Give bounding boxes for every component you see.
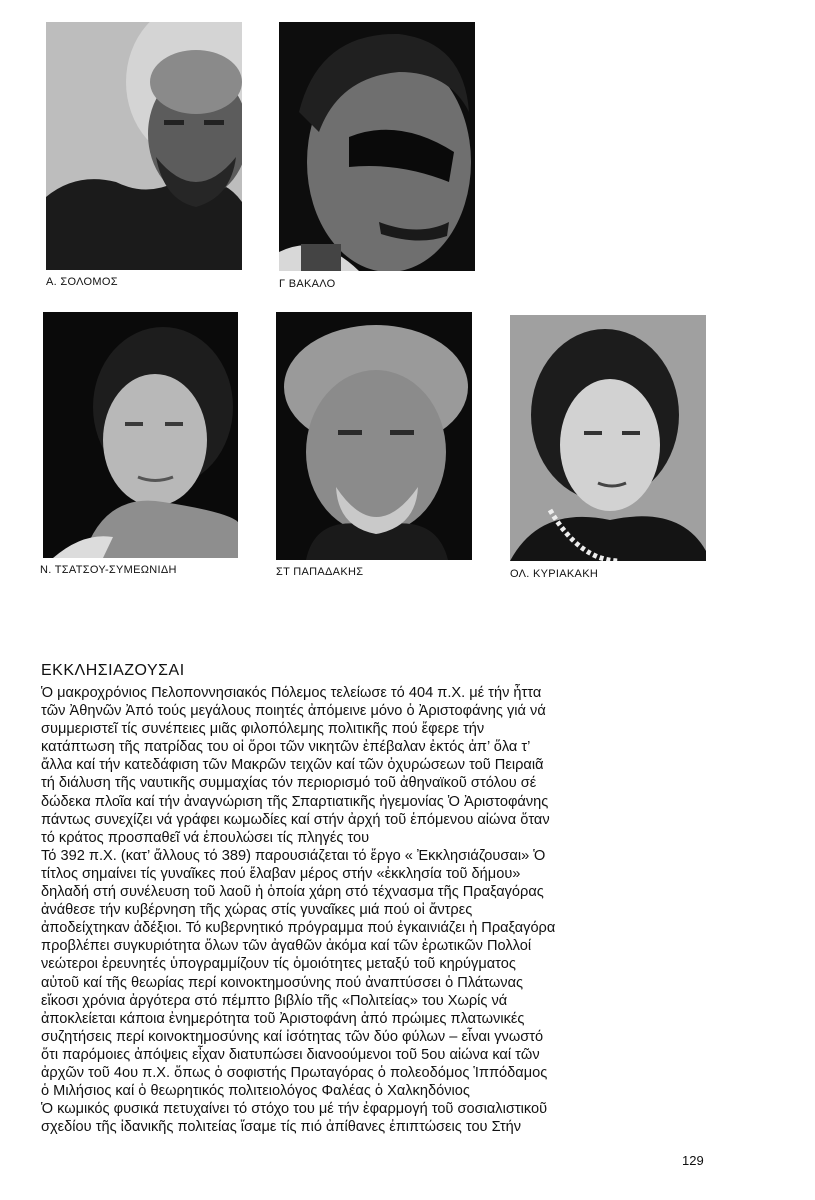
article-heading: ΕΚΚΛΗΣΙΑΖΟΥΣΑΙ (41, 662, 185, 679)
text-line: τό κράτος προσπαθεῖ νά ἐπουλώσει τίς πληγές του (41, 829, 370, 846)
text-line: σχεδίου τῆς ἰδανικῆς πολιτείας ἴσαμε τίς πιό ἀπίθανες ἐπιπτώσεις του Στήν (41, 1119, 522, 1136)
portrait-photo-vakalo (279, 22, 475, 271)
page-number: 129 (682, 1153, 704, 1168)
photo-caption-papadakis: ΣΤ ΠΑΠΑΔΑΚΗΣ (276, 566, 364, 578)
text-line: δηλαδή στή συνέλευση τοῦ λαοῦ ἡ ὁποία χάρη στό τέχνασμα τῆς Πραξαγόρας (41, 884, 544, 901)
photo-caption-vakalo: Γ ΒΑΚΑΛΟ (279, 278, 336, 290)
text-line: τή διάλυση τῆς ναυτικῆς συμμαχίας τόν περιορισμό τοῦ ἀθηναϊκοῦ στόλου σέ (41, 775, 537, 792)
text-line: συζητήσεις περί κοινοκτημοσύνης καί ἰσότητας τῶν δύο φύλων – εἶναι γνωστό (41, 1028, 544, 1045)
text-line: εἴκοσι χρόνια ἀργότερα στό πέμπτο βιβλίο τῆς «Πολιτείας» του Χωρίς νά (41, 992, 508, 1009)
text-line: νεώτεροι ἐρευνητές ὑπογραμμίζουν τίς ὁμοιότητες μεταξύ τοῦ κηρύγματος (41, 956, 516, 973)
text-line: Ὁ μακροχρόνιος Πελοποννησιακός Πόλεμος τελείωσε τό 404 π.Χ. μέ τήν ἧττα (41, 685, 542, 701)
text-line: κατάπτωση τῆς πατρίδας του οἱ ὅροι τῶν νικητῶν ἐπέβαλαν ἐκτός ἀπ’ ὅλα τ’ (41, 739, 531, 756)
text-line: πάντως συνεχίζει νά γράφει κωμωδίες καί στήν ἀρχή τοῦ ἑπόμενου αἰώνα ὅταν (41, 811, 550, 828)
text-line: ὅτι παρόμοιες ἀπόψεις εἶχαν διατυπώσει διανοούμενοι τοῦ 5ου αἰώνα καί τῶν (41, 1046, 540, 1063)
portrait-photo-tsatsou-symeonidi (43, 312, 238, 558)
portrait-photo-solomos (46, 22, 242, 270)
text-line: ἀρχῶν τοῦ 4ου π.Χ. ὅπως ὁ σοφιστής Πρωταγόρας ὁ πολεοδόμος Ἱππόδαμος (41, 1064, 548, 1081)
text-line: ἀνάθεσε τήν κυβέρνηση τῆς χώρας στίς γυναῖκες μιά πού οἱ ἄντρες (41, 902, 473, 919)
text-line: αὐτοῦ καί τῆς θεωρίας περί κοινοκτημοσύνης πού ἀναπτύσσει ὁ Πλάτωνας (41, 974, 524, 991)
portrait-photo-papadakis (276, 312, 472, 560)
text-line: δώδεκα πλοῖα καί τήν ἀναγνώριση τῆς Σπαρτιατικῆς ἡγεμονίας Ὁ Ἀριστοφάνης (41, 793, 549, 810)
text-line: προβλέπει συγκυριότητα ὅλων τῶν ἀγαθῶν ἀκόμα καί τῶν ἐρωτικῶν Πολλοί (41, 938, 532, 955)
text-line: συμμεριστεῖ τίς συνέπειες μιᾶς φιλοπόλεμης πολιτικῆς πού ἔφερε τήν (41, 721, 485, 738)
photo-caption-kyriakaki: ΟΛ. ΚΥΡΙΑΚΑΚΗ (510, 568, 599, 580)
text-line: ὁ Μιλήσιος καί ὁ θεωρητικός πολιτειολόγος Φαλέας ὁ Χαλκηδόνιος (41, 1083, 470, 1100)
text-line: ἀποδείχτηκαν ἀδέξιοι. Τό κυβερνητικό πρόγραμμα πού ἐγκαινιάζει ἡ Πραξαγόρα (41, 920, 556, 937)
text-line: τῶν Ἀθηνῶν Ἀπό τούς μεγάλους ποιητές ἀπόμεινε μόνο ὁ Ἀριστοφάνης γιά νά (41, 703, 546, 720)
text-line: Τό 392 π.Χ. (κατ’ ἄλλους τό 389) παρουσιάζεται τό ἔργο « Ἐκκλησιάζουσαι» Ὁ (41, 847, 546, 864)
article-body (41, 684, 721, 1136)
text-line: ἄλλα καί τήν κατεδάφιση τῶν Μακρῶν τειχῶν καί τῶν ὀχυρώσεων τοῦ Πειραιᾶ (41, 757, 544, 774)
text-line: ἀποκλείεται κάποια ἐνημερότητα τοῦ Ἀριστοφάνη ἀπό πρώιμες πλατωνικές (41, 1010, 525, 1027)
portrait-photo-kyriakaki (510, 315, 706, 561)
photo-caption-solomos: Α. ΣΟΛΟΜΟΣ (46, 276, 118, 288)
text-line: Ὁ κωμικός φυσικά πετυχαίνει τό στόχο του μέ τήν ἐφαρμογή τοῦ σοσιαλιστικοῦ (41, 1101, 548, 1118)
photo-caption-tsatsou-symeonidi: Ν. ΤΣΑΤΣΟΥ-ΣΥΜΕΩΝΙΔΗ (40, 564, 177, 576)
text-line: τίτλος σημαίνει τίς γυναῖκες πού ἔλαβαν μέρος στήν «ἐκκλησία τοῦ δήμου» (41, 865, 521, 882)
